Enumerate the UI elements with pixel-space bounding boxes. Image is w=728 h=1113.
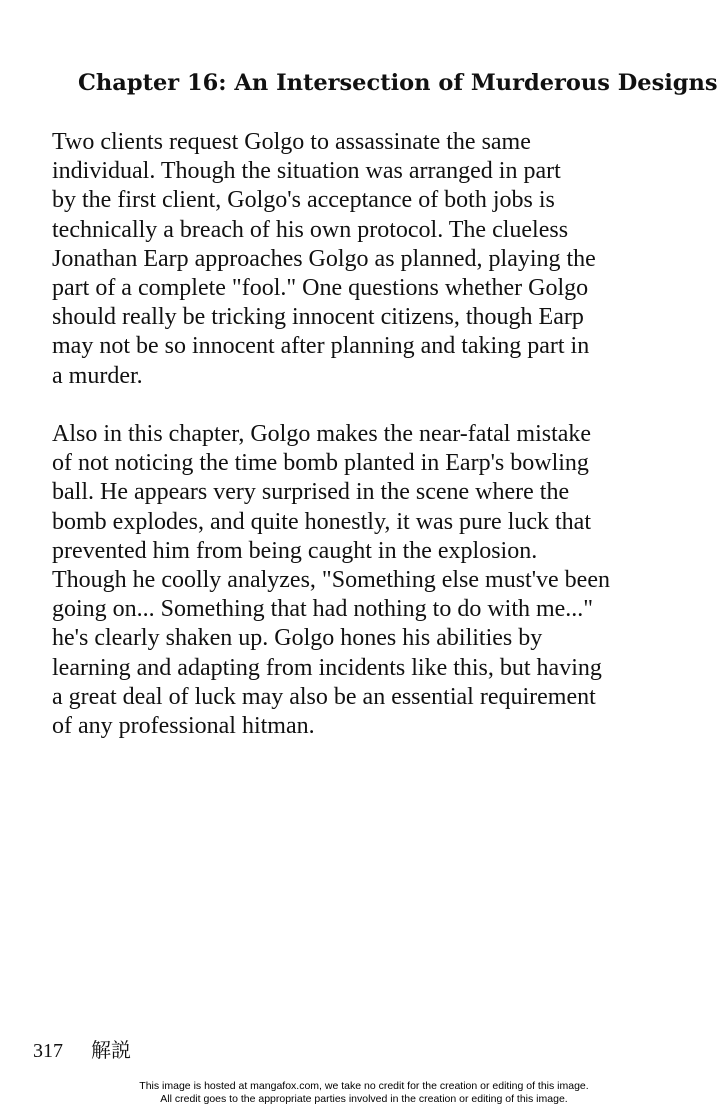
text-line: ball. He appears very surprised in the scene where the: [52, 479, 570, 506]
text-line: may not be so innocent after planning and taking part in: [52, 333, 590, 360]
disclaimer-line-1: This image is hosted at mangafox.com, we take no credit for the creation or editing of this image.: [139, 1080, 589, 1092]
paragraph-1: [52, 128, 682, 391]
page-number: 317: [33, 1040, 63, 1062]
text-line: of not noticing the time bomb planted in Earp's bowling: [52, 450, 589, 477]
text-line: by the first client, Golgo's acceptance of both jobs is: [52, 187, 555, 214]
text-line: bomb explodes, and quite honestly, it was pure luck that: [52, 508, 592, 535]
body-text: [52, 128, 682, 770]
text-line: a murder.: [52, 362, 143, 389]
page-folio: [33, 1034, 131, 1063]
text-line: Also in this chapter, Golgo makes the near-fatal mistake: [52, 421, 592, 448]
text-line: he's clearly shaken up. Golgo hones his abilities by: [52, 625, 543, 652]
text-line: individual. Though the situation was arranged in part: [52, 158, 561, 185]
text-line: part of a complete "fool." One questions whether Golgo: [52, 275, 589, 302]
text-line: learning and adapting from incidents like this, but having: [52, 654, 602, 681]
text-line: going on... Something that had nothing to do with me...": [52, 596, 594, 623]
text-line: Two clients request Golgo to assassinate the same: [52, 129, 531, 155]
section-label: 解説: [91, 1040, 131, 1062]
hosting-disclaimer: [0, 1080, 728, 1106]
text-line: should really be tricking innocent citizens, though Earp: [52, 304, 584, 331]
text-line: prevented him from being caught in the explosion.: [52, 537, 538, 564]
text-line: of any professional hitman.: [52, 713, 315, 740]
text-line: Though he coolly analyzes, "Something else must've been: [52, 567, 610, 594]
disclaimer-line-2: All credit goes to the appropriate parties involved in the creation or editing of this image.: [160, 1093, 568, 1105]
text-line: technically a breach of his own protocol. The clueless: [52, 216, 569, 243]
chapter-title: Chapter 16: An Intersection of Murderous Designs: [78, 70, 718, 96]
paragraph-2: [52, 420, 682, 741]
text-line: Jonathan Earp approaches Golgo as planned, playing the: [52, 245, 596, 272]
text-line: a great deal of luck may also be an essential requirement: [52, 683, 596, 710]
